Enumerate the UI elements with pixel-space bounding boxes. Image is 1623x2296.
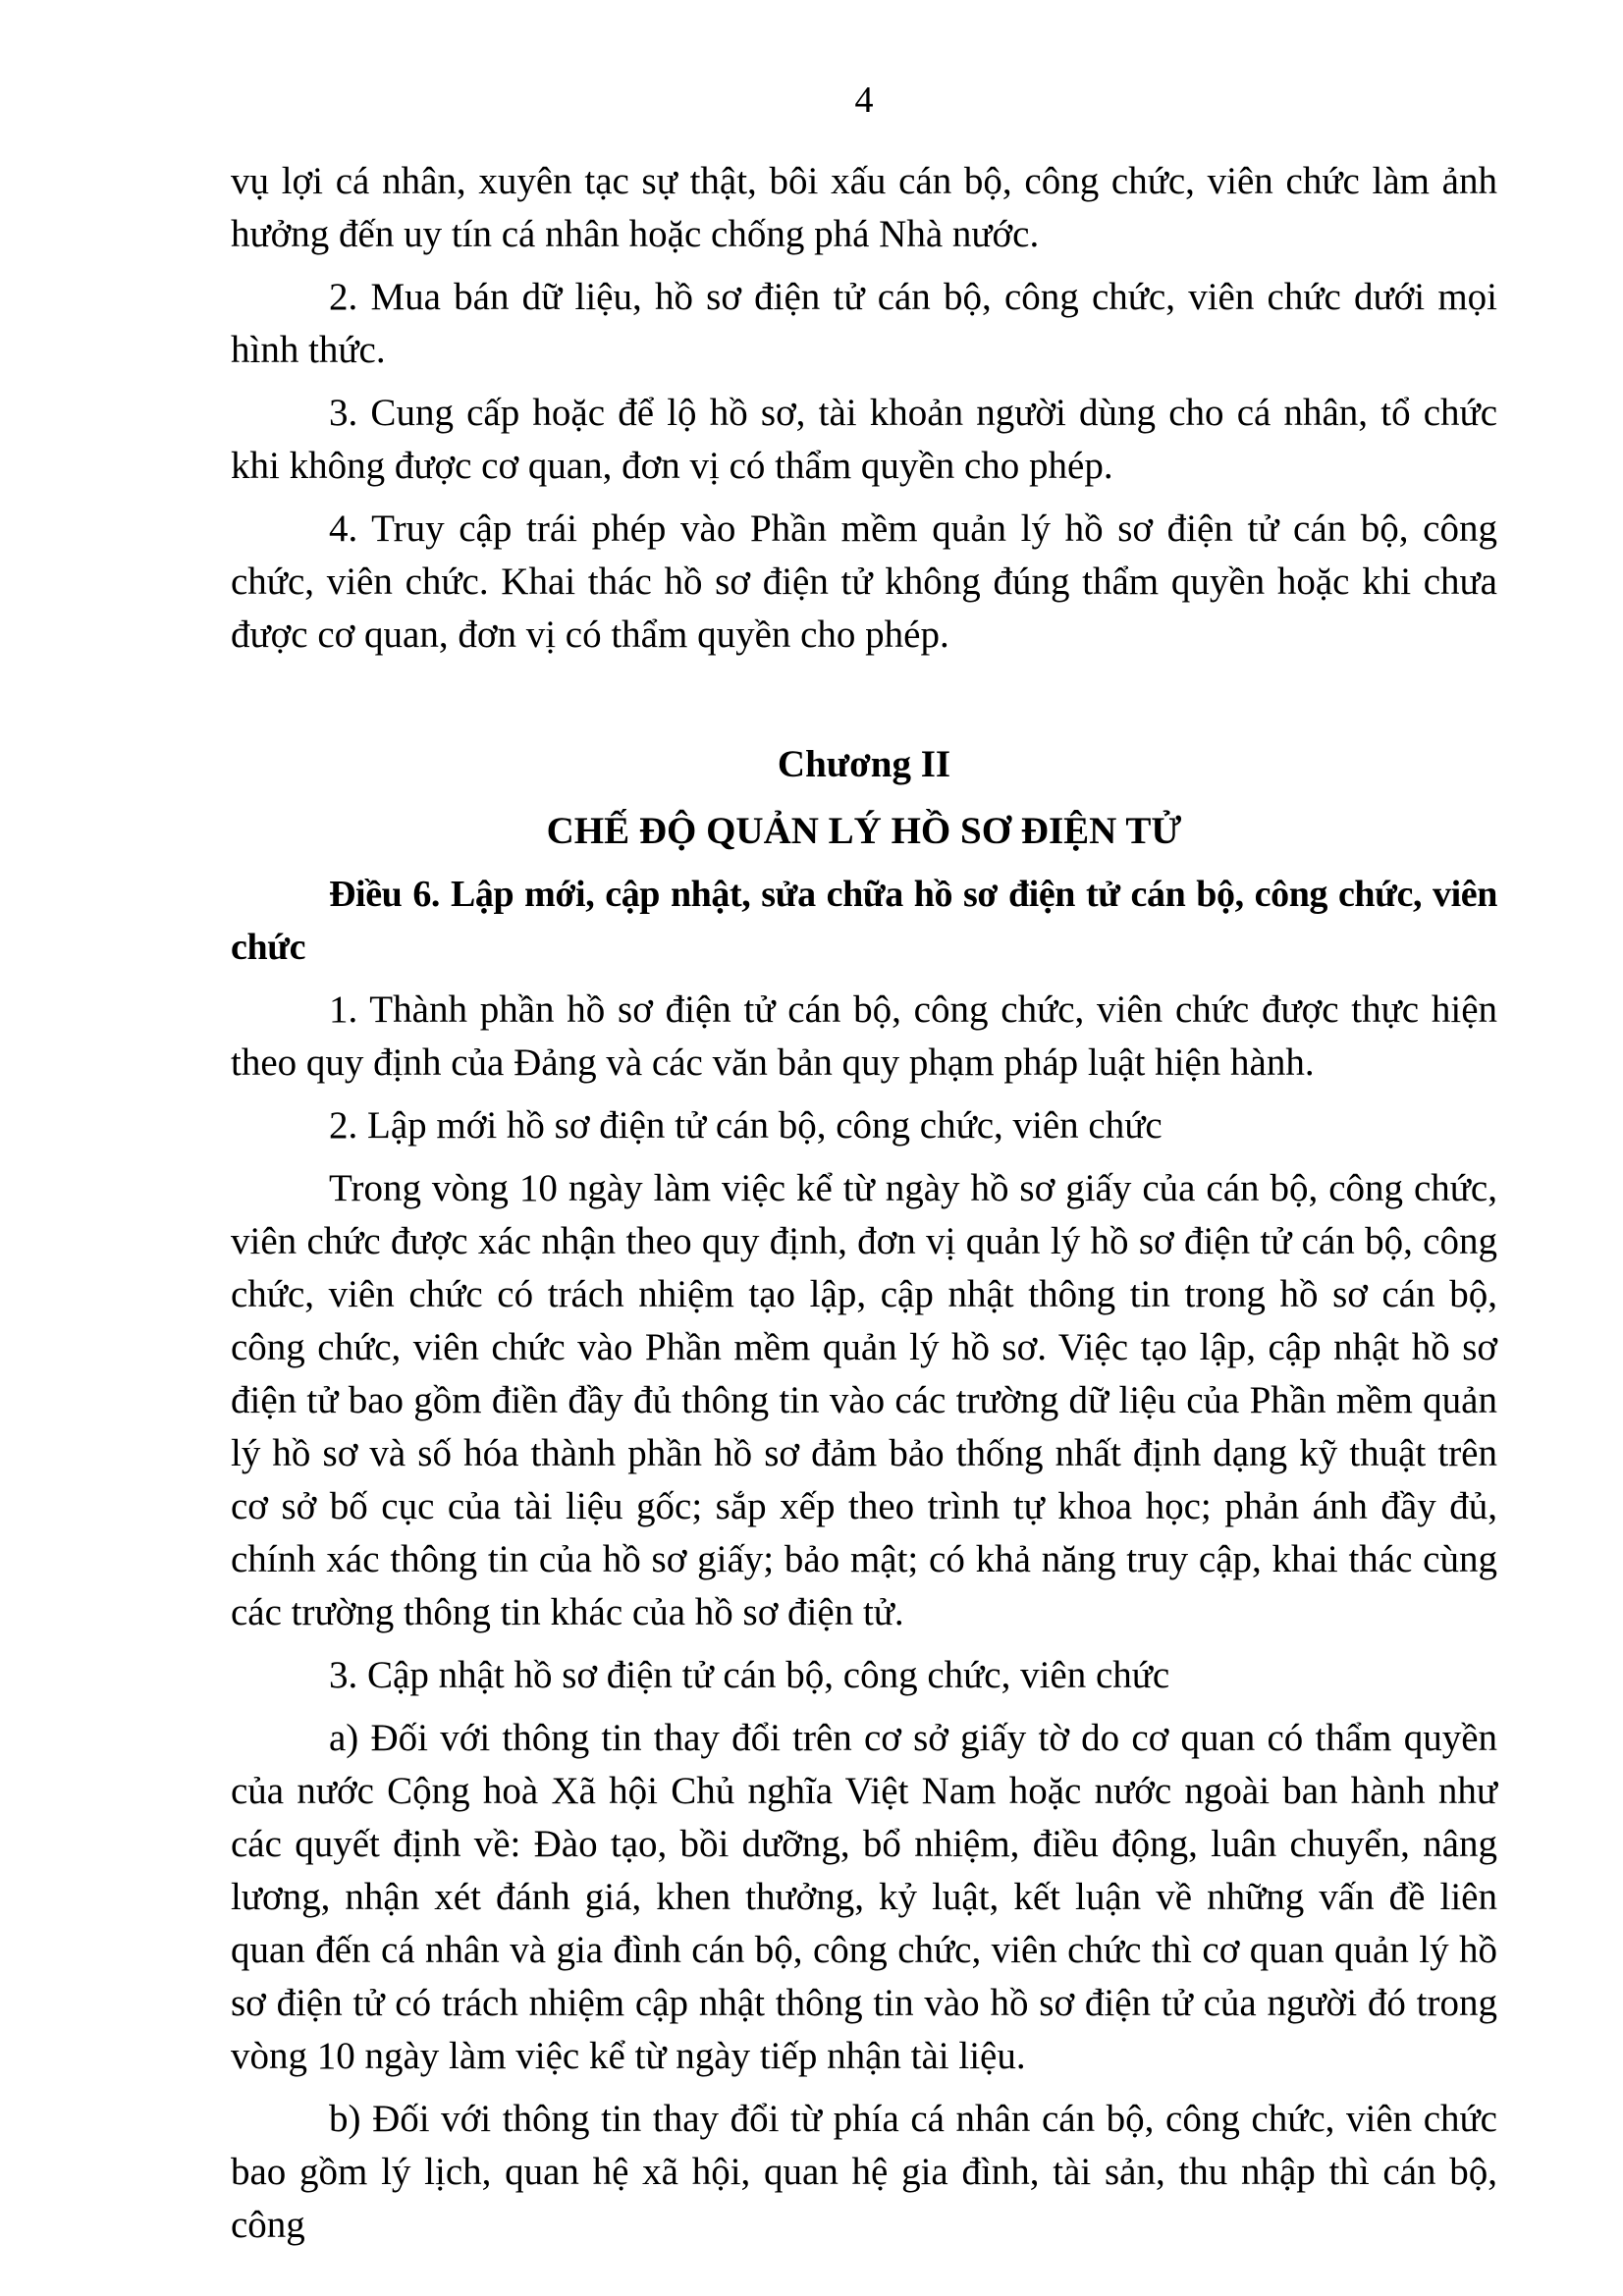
paragraph: b) Đối với thông tin thay đổi từ phía cá nhân cán bộ, công chức, viên chức bao gồm lý lịch, quan hệ xã hội, quan hệ gia đình, tài sản, thu nhập thì cán bộ, công (231, 2098, 1497, 2246)
paragraph: 2. Mua bán dữ liệu, hồ sơ điện tử cán bộ, công chức, viên chức dưới mọi hình thức. (231, 276, 1497, 371)
page-number: 4 (854, 80, 874, 121)
document-body (231, 155, 1497, 2252)
paragraph: 2. Lập mới hồ sơ điện tử cán bộ, công chức, viên chức (329, 1104, 1163, 1147)
paragraph: 1. Thành phần hồ sơ điện tử cán bộ, công chức, viên chức được thực hiện theo quy định của Đảng và các văn bản quy phạm pháp luật hiện hành. (231, 988, 1497, 1084)
paragraph: 3. Cập nhật hồ sơ điện tử cán bộ, công chức, viên chức (329, 1654, 1170, 1696)
chapter-title: CHẾ ĐỘ QUẢN LÝ HỒ SƠ ĐIỆN TỬ (546, 810, 1182, 852)
paragraph: a) Đối với thông tin thay đổi trên cơ sở giấy tờ do cơ quan có thẩm quyền của nước Cộng hoà Xã hội Chủ nghĩa Việt Nam hoặc nước ngoài ban hành như các quyết định về: Đào tạo, bồi dưỡng, bổ nhiệm, điều động, luân chuyển, nâng lương, nhận xét đánh giá, khen thưởng, kỷ luật, kết luận về những vấn đề liên quan đến cá nhân và gia đình cán bộ, công chức, viên chức thì cơ quan quản lý hồ sơ điện tử có trách nhiệm cập nhật thông tin vào hồ sơ điện tử của người đó trong vòng 10 ngày làm việc kể từ ngày tiếp nhận tài liệu. (231, 1717, 1497, 2077)
paragraph: Trong vòng 10 ngày làm việc kể từ ngày hồ sơ giấy của cán bộ, công chức, viên chức được xác nhận theo quy định, đơn vị quản lý hồ sơ điện tử cán bộ, công chức, viên chức có trách nhiệm tạo lập, cập nhật thông tin trong hồ sơ cán bộ, công chức, viên chức vào Phần mềm quản lý hồ sơ. Việc tạo lập, cập nhật hồ sơ điện tử bao gồm điền đầy đủ thông tin vào các trường dữ liệu của Phần mềm quản lý hồ sơ và số hóa thành phần hồ sơ đảm bảo thống nhất định dạng kỹ thuật trên cơ sở bố cục của tài liệu gốc; sắp xếp theo trình tự khoa học; phản ánh đầy đủ, chính xác thông tin của hồ sơ giấy; bảo mật; có khả năng truy cập, khai thác cùng các trường thông tin khác của hồ sơ điện tử. (231, 1167, 1497, 1633)
paragraph: 3. Cung cấp hoặc để lộ hồ sơ, tài khoản người dùng cho cá nhân, tổ chức khi không được cơ quan, đơn vị có thẩm quyền cho phép. (231, 392, 1497, 487)
chapter-number: Chương II (777, 743, 951, 785)
article-heading: Điều 6. Lập mới, cập nhật, sửa chữa hồ sơ điện tử cán bộ, công chức, viên chức (231, 874, 1497, 968)
paragraph: 4. Truy cập trái phép vào Phần mềm quản lý hồ sơ điện tử cán bộ, công chức, viên chức. Khai thác hồ sơ điện tử không đúng thẩm quyền hoặc khi chưa được cơ quan, đơn vị có thẩm quyền cho phép. (231, 507, 1497, 656)
paragraph: vụ lợi cá nhân, xuyên tạc sự thật, bôi xấu cán bộ, công chức, viên chức làm ảnh hưởng đến uy tín cá nhân hoặc chống phá Nhà nước. (231, 160, 1497, 255)
